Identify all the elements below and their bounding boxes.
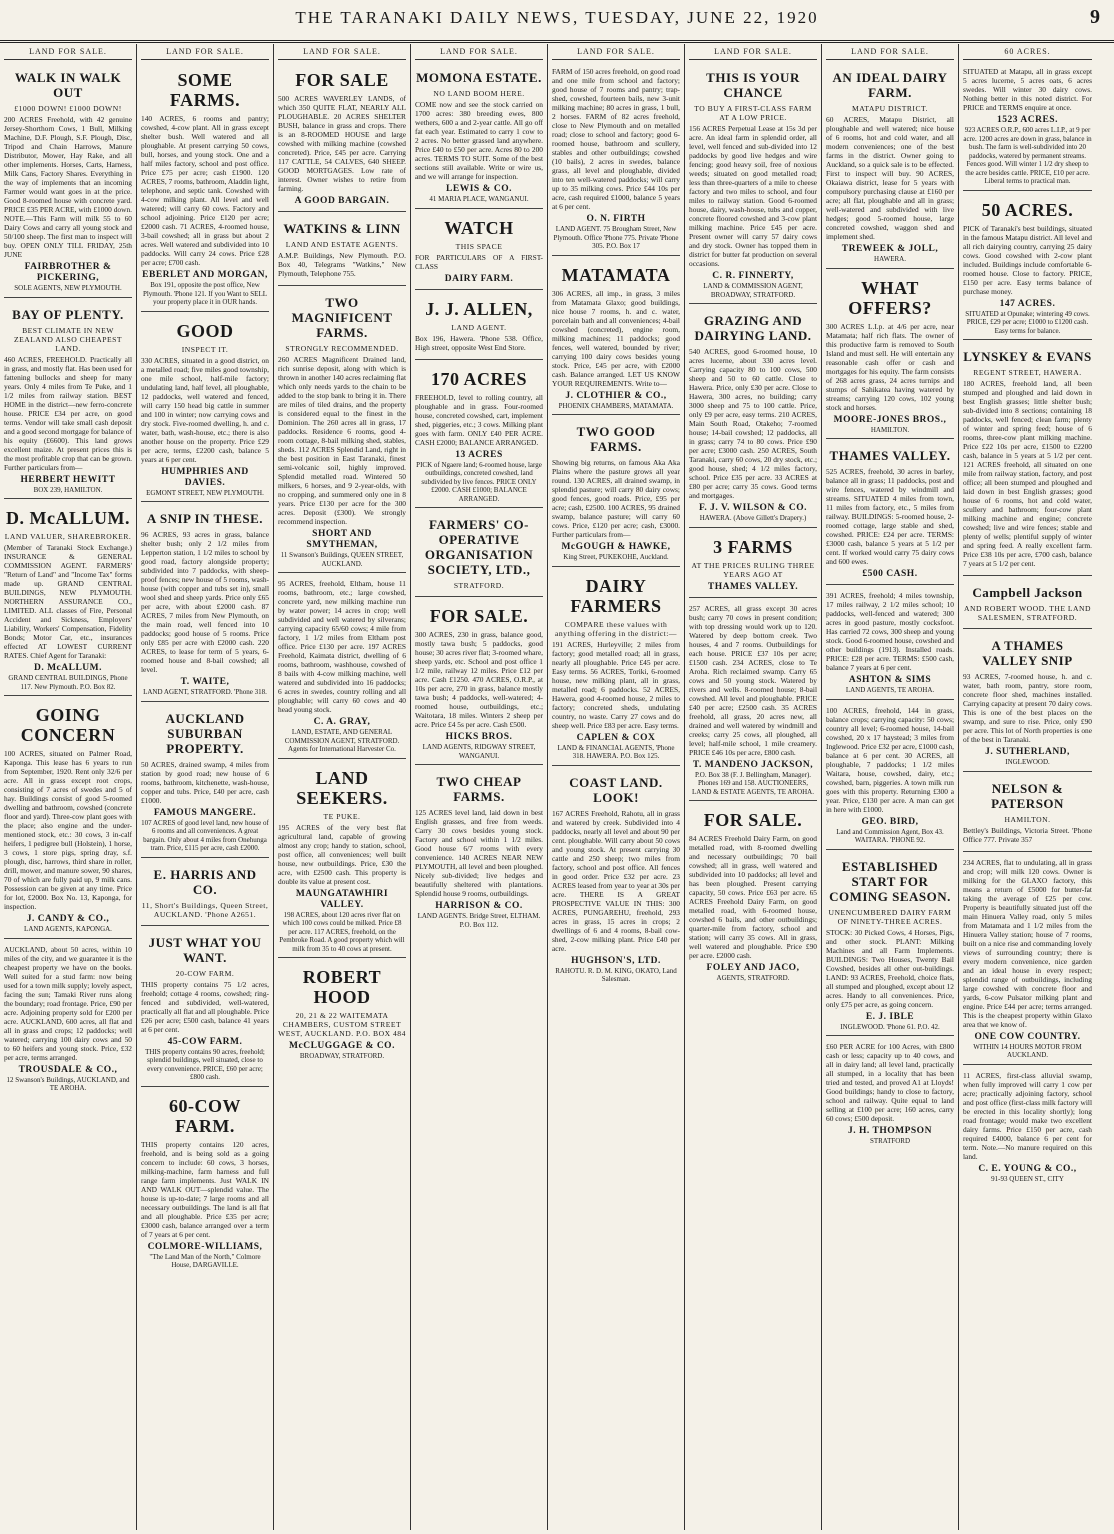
ad-agent-address: GRAND CENTRAL BUILDINGS, Phone 117. New Plymouth. P.O. Box 82.: [8, 674, 128, 691]
ad-agent-name: T. WAITE,: [180, 677, 230, 687]
advertisement: [826, 588, 954, 700]
ad-agent-address: 923 ACRES O.R.P., 600 acres L.I.P., at 9 per acre. 1200 acres are down in grass, balance in bush. The farm is well-subdivided into 20 paddocks, watered by permanent streams. Fences good. Will winter 1 1/2 dry sheep to the acre besides cattle. PRICE, £10 per acre. Liberal terms to practical man.: [963, 126, 1092, 185]
advertisement: [826, 442, 954, 585]
column-header: LAND FOR SALE.: [415, 44, 543, 60]
advertisement: [278, 576, 406, 759]
ad-agent-address: LAND AGENTS. Bridge Street, ELTHAM. P.O. Box 112.: [417, 912, 541, 929]
advertisement: [141, 705, 269, 858]
ad-body: 257 ACRES, all grass except 30 acres bush; carry 70 cows in present condition; with top dressing would work up to 120. Watered by deep bottom creek. Two houses, 4 and 7 rooms. Outbuildings for each house. PRICE £37 10s per acre; £1500 cash. 234 ACRES, close to Te Aroha. Rich reclaimed swamp. Carry 65 cows and 50 young stock. Watered by rivers and wells. 8-roomed house; 8-bail cowshed. All level and ploughable. PRICE £40 per acre; £2500 cash. 35 ACRES freehold, all grass, 20 acres new, all drained and well watered by windmill and creeks; carry 25 cows, all ploughed, all level; half-mile school, 1 mile creamery. PRICE £46 10s per acre, £800 cash.: [689, 603, 817, 757]
ad-subheading: 20, 21 & 22 WAITEMATA CHAMBERS, CUSTOM STREET WEST, AUCKLAND. P.O. BOX 484: [278, 1011, 406, 1038]
ad-heading: FARMERS' CO-OPERATIVE ORGANISATION SOCIETY, LTD.,: [424, 517, 534, 577]
ad-body: 140 ACRES, 6 rooms and pantry; cowshed, 4-cow plant. All in grass except shelter bush. Well watered and all ploughable. At present carrying 50 cows, bull, horses, and young stock. One and a half miles factory, school and post office. Price £75 per acre; cash £1900. 120 ACRES, 7 rooms, bathroom, Aladdin light, telephone, and septic tank. Cowshed with 4-cow milking plant. All level and well watered; will carry 60 cows. Factory and school adjoining. Price £120 per acre; £2000 cash. 71 ACRES, 4-roomed house, 3-bail cowshed; all in grass but about 2 acres. Well watered and subdivided into 10 paddocks. Will carry 24 cows. Price £28 per acre; £700 cash.: [141, 114, 269, 267]
ad-agent-name: O. N. FIRTH: [586, 214, 646, 224]
advertisement: [4, 502, 132, 696]
advertisement: [689, 64, 817, 304]
ad-body: Bettley's Buildings, Victoria Street. 'Phone Office 777. Private 357: [963, 825, 1092, 844]
ad-heading: Campbell Jackson: [972, 585, 1083, 600]
advertisement: [141, 861, 269, 926]
advertisement: [963, 855, 1092, 1065]
ad-agent-name: 1523 ACRES.: [997, 115, 1058, 125]
advertisement: [552, 64, 680, 256]
ad-body: 234 ACRES, flat to undulating, all in grass and crop; will milk 120 cows. Owner is milking for the GLAXO factory, this means a return of £5000 for butter-fat taking the average of £25 per cow. Property is beautifully situated just off the main Hinuera Valley road, only 5 miles from Matamata and 1 1/2 miles from the Hinuera Valley station; house of 7 rooms, built on a nice rise and commanding lovely views of surrounding country; there is every modern convenience, nice garden and an ideal house in every respect; splendid range of outbuildings, including large cowshed with concrete floor and yards, 6-cow Pulsator milking plant and engine. Price £44 per acre; terms arranged. This is the cheapest property within Glaxo area that we know of.: [963, 857, 1092, 1029]
ad-agent-name: TROUSDALE & CO.,: [18, 1064, 118, 1075]
advertisement: [415, 600, 543, 765]
column-header: LAND FOR SALE.: [278, 44, 406, 60]
masthead: [0, 0, 1114, 43]
ad-agent-address: INGLEWOOD.: [1005, 758, 1050, 766]
advertisement: [552, 259, 680, 416]
ad-heading: D. McALLUM.: [6, 508, 130, 528]
ad-agent-name: SHORT AND SMYTHEMAN,: [306, 529, 378, 550]
ad-agent-name: £500 CASH.: [862, 569, 918, 579]
ad-agent-address: 41 MARIA PLACE, WANGANUI.: [429, 195, 529, 203]
ad-agent-name: A GOOD BARGAIN.: [294, 196, 390, 206]
ad-agent-name: T. MANDENO JACKSON,: [692, 759, 814, 770]
ad-heading: BAY OF PLENTY.: [12, 306, 124, 322]
ad-body: 100 ACRES, situated on Palmer Road, Kaponga. This lease has 6 years to run from September, 1920. Rent only 32/6 per acre. All in grass except root crops, consisting of 7 acres of swedes and 5 of hay. Buildings consist of good 5-roomed dwelling and bathroom, cowshed (concrete floor and yard). Three-cow plant goes with the place; also engine and the under-mentioned stock, etc.: 30 cows, 3 in-calf heifers, 1 pedigree bull (Holstein), 1 horse, 3 cows, 1 store pigs, spring dray, s.f. plough, disc, harrows, third share in roller, drill, mower, and manure sower, 90 shares, 70 of which are fully paid up, 9 milk cans. Possession can be given at any time. Price for lot, £2000. Box No. 13, Kaponga, for inspection.: [4, 749, 132, 911]
ad-heading: WHAT OFFERS?: [848, 277, 932, 318]
ad-agent-name: FAMOUS MANGERE.: [153, 807, 257, 818]
ad-heading: AN IDEAL DAIRY FARM.: [832, 70, 948, 100]
column-header: 60 ACRES.: [963, 44, 1092, 60]
ad-subheading: STRATFORD.: [453, 581, 505, 590]
ad-heading: TWO CHEAP FARMS.: [436, 774, 522, 804]
advertisement: [278, 215, 406, 286]
advertisement: [415, 64, 543, 209]
advertisement: [141, 1090, 269, 1274]
ad-body: 200 ACRES Freehold, with 42 genuine Jersey-Shorthorn Cows, 1 Bull, Milking Machine, D.F. Plough, S.F. Plough, Disc, Tripod and Chain Harrows, Manure Distributor, Mower, Hay Rake, and all other implements. Horses, Carts, Harness, Milk Cans, Factory Shares. Everything in the way of implements that an incoming Farmer would want goes in at the price. Good 8-roomed house with concrete yard. PRICE £35 PER ACRE, with £1000 down. NOTE.—This Farm will milk 55 to 60 Dairy Cows and carry all young stock and 50/100 sheep. The first man to inspect will buy. OPEN ONLY TILL FRIDAY, 25th JUNE: [4, 115, 132, 259]
ad-agent-address: 107 ACRES of good level land, new house of 6 rooms and all conveniences. A great bargain. Only about 4 miles from Onehunga tram. Price, £115 per acre, cash £2000.: [141, 818, 269, 852]
advertisement: [141, 929, 269, 1087]
ad-agent-name: C. R. FINNERTY,: [712, 271, 794, 281]
ad-agent-address: Box 191, opposite the post office, New Plymouth. 'Phone 121. If you Want to SELL your property place it in OUR hands.: [142, 281, 268, 306]
ad-subheading: REGENT STREET, HAWERA.: [973, 368, 1082, 377]
ad-heading: GOING CONCERN: [20, 705, 116, 745]
ad-agent-address: BOX 239, HAMILTON.: [33, 485, 103, 494]
ad-body: 540 ACRES, good 6-roomed house, 10 acres lucerne, about 330 acres level. Carrying capacity 80 to 100 cows, 500 sheep and 50 to 60 cattle. Close to Hawera. Price, only £30 per acre. Close to Hawera, 300 acres, no building; carry 3000 sheep and 75 to 100 cattle. Price, only £9 per acre, easy terms. 210 ACRES, Main South Road, Otakeho; 7-roomed house; 14-bail cowshed; 12 paddocks, all in grass; carry 74 to 80 cows. Price £90 per acre; £3000 cash. 250 ACRES, South Taranaki, carry 60 cows, 20 dry stock, etc.; good house, shed; 4 1/2 miles factory, school. Price £35 per acre. 33 ACRES at £80 per acre; carry 35 cows. Good terms and mortgages.: [689, 347, 817, 500]
ad-heading: MOMONA ESTATE.: [416, 70, 542, 85]
ad-body: THIS property contains 120 acres, freehold, and is being sold as a going concern to include: 60 cows, 3 horses, milking-machine, farm harness and full range farm implements. Just WALK IN AND WALK OUT—splendid value. The house is up-to-date; 7 large rooms and all necessary outbuildings. The land is all flat and all ploughable. Price £35 per acre; £3000 cash, balance arranged over a term of 7 years at 6 per cent.: [141, 1139, 269, 1239]
ad-subheading: £1000 DOWN! £1000 DOWN!: [14, 104, 122, 113]
ad-heading: GRAZING AND DAIRYING LAND.: [694, 313, 812, 343]
ad-agent-name: FAIRBROTHER & PICKERING,: [24, 262, 112, 283]
ad-agent-address: WITHIN 14 HOURS MOTOR FROM AUCKLAND.: [973, 1042, 1082, 1059]
ad-agent-name: MOORE-JONES BROS.,: [833, 414, 947, 425]
ad-body: 11 ACRES, first-class alluvial swamp, when fully improved will carry 1 cow per acre; practically adjoining factory, school and post office (first-class milk factory will be erected in this locality shortly); long road frontage; would make two excellent dairy farms. Price £150 per acre, cash required £4000, balance 6 per cent for term. Note.—No manure required on this land.: [963, 1070, 1092, 1161]
column-8: [959, 44, 1096, 1530]
ad-subheading: THIS SPACE: [455, 241, 503, 251]
ad-body: 525 ACRES, freehold, 30 acres in barley, balance all in grass; 11 paddocks, post and wire fences, watered by windmill and streams. SITUATED 4 miles from town, 11 miles from factory, etc., 5 miles from railway. BUILDINGS: 5-roomed house, 2-roomed cottage, large stable and shed, cowshed. PRICE: £24 per acre. TERMS: £3000 cash, balance 5 years at 5 1/2 per cent. If worked would carry 75 dairy cows and 600 ewes.: [826, 467, 954, 566]
ad-agent-address: Land and Commission Agent, Box 43. WAITARA. 'PHONE 92.: [836, 827, 944, 844]
ad-body: (Member of Taranaki Stock Exchange.) INSURANCE & GENERAL COMMISSION AGENT. FARMERS' "Return of Land" and "Income Tax" forms made up. GRAND CENTRAL BUILDINGS, NEW PLYMOUTH. NORTHERN ASSURANCE CO., LIMITED. ALL classes of Fire, Personal Accident and Sickness, Employers' Liability, Workers' Compensation, Fidelity Bonds; Motor Car, etc., insurances effected AT LOWEST CURRENT RATES. Chief Agent for Taranaki:: [4, 543, 132, 660]
ad-heading: TWO MAGNIFICENT FARMS.: [291, 295, 393, 340]
advertisement: [278, 762, 406, 959]
ad-subheading: INSPECT IT.: [181, 344, 229, 354]
ad-agent-name: D. McALLUM.: [33, 663, 103, 673]
ad-agent-address: AGENTS, STRATFORD.: [716, 974, 790, 982]
advertisement: [826, 64, 954, 269]
ad-heading: LAND SEEKERS.: [296, 767, 388, 808]
ad-body: AUCKLAND, about 50 acres, within 10 miles of the city, and we guarantee it is the cheapest property we have on the books. Well suited for a stud farm: now being used for a town milk supply; lovely aspect, facing the sun; Tamaki River runs along the boundary; road frontage. Price, £90 per acre. Adjoining property sold for £200 per acre. AUCKLAND, 600 acres, all flat and all in grass and crops; 12 paddocks; well watered; carrying 100 dairy cows and 50 to 60 heifers and young stock. Price, £32 per acre, terms arranged.: [4, 944, 132, 1062]
advertisement: [552, 769, 680, 988]
ad-body: 500 ACRES WAVERLEY LANDS, of which 350 QUITE FLAT, NEARLY ALL PLOUGHABLE. 20 ACRES SHELTER BUSH, balance in grass and crops. There is an 8-ROOMED HOUSE and large cowshed with milking machine (cowshed concreted). Price, £45 per acre. Carrying 117 CATTLE, 54 CALVES, 640 SHEEP. GOOD MORTGAGES. Low rate of interest. Owner wishes to retire from farming.: [278, 94, 406, 193]
advertisement: [552, 418, 680, 567]
ad-agent-address: LAND & FINANCIAL AGENTS, 'Phone 318. HAWERA. P.O. Box 125.: [557, 743, 675, 760]
column-2: [137, 44, 274, 1530]
ad-body: PICK of Taranaki's best buildings, situated in the famous Matapu district. All level and all rich dairying country, carrying 25 dairy cows. Good cowshed with 2-cow plant included. Buildings include comfortable 6-roomed house. Close to factory. PRICE, £150 per acre. Easy terms balance of purchase money.: [963, 223, 1092, 296]
ad-heading: THAMES VALLEY.: [829, 448, 951, 463]
ad-agent-address: LAND AGENTS, KAPONGA.: [24, 925, 112, 933]
ad-heading: WATCH: [444, 217, 514, 238]
ad-heading: TWO GOOD FARMS.: [576, 424, 656, 454]
advertisement: [963, 579, 1092, 629]
ad-body: 306 ACRES, all imp., in grass, 3 miles from Matamata Glaxo; good buildings, nice house 7 rooms, h. and c. water, porcelain bath and all conveniences; 4-bail cowshed (concreted), engine room, milking machines; 11 paddocks; good fences, well watered, bounded by river; carrying 100 dairy cows besides young stock. Price, £45 per acre, with £2000 cash. Balance arranged. LET US KNOW YOUR REQUIREMENTS. Write to—: [552, 288, 680, 388]
ad-agent-name: LEWIS & CO.: [446, 184, 512, 194]
ad-heading: A THAMES VALLEY SNIP: [982, 638, 1073, 668]
ad-agent-name: F. J. V. WILSON & CO.: [698, 503, 808, 513]
ad-body: 391 ACRES, freehold; 4 miles township, 17 miles railway, 2 1/2 miles school; 10 paddocks, well-fenced and watered; 300 acres in good pasture, mostly cocksfoot. Has carried 72 cows, 300 sheep and young stock. Good 6-roomed house, cowshed and other buildings (1913). Installed roads. PRICE: £28 per acre. TERMS: £500 cash, balance 7 years at 6 per cent.: [826, 591, 954, 672]
ad-body: SITUATED at Matapu, all in grass except 5 acres lucerne, 5 acres oats, 6 acres swedes. Will winter 30 dairy cows. Nothing better in this noted district. For PRICE and TERMS enquire at once.: [963, 67, 1092, 112]
ad-heading: FOR SALE: [295, 70, 389, 90]
ad-body: 156 ACRES Perpetual Lease at 15s 3d per acre. An ideal farm in splendid order, all level, well fenced and sub-divided into 12 paddocks by good live hedges and wire fencing; good heavy soil, free of noxious weeds; situated on good metalled road; less than three-quarters of a mile to cheese factory and two miles to school, and four miles to railway station. Good 6-roomed house, dairy, wash-house, tubs and copper, concrete floored cowshed and 3-cow plant milking machine. Price £45 per acre. Present owner will carry 57 dairy cows and dry stock. Owner has topped them in district for butter fat production on several occasions.: [689, 124, 817, 268]
advertisement: [141, 315, 269, 503]
ad-subheading: 11, Short's Buildings, Queen Street, AUCKLAND. 'Phone A2651.: [141, 900, 269, 919]
ad-agent-name: McCLUGGAGE & CO.: [289, 1041, 395, 1051]
ad-heading: MATAMATA: [561, 264, 671, 285]
ad-agent-address: "The Land Man of the North," Colmore House, DARGAVILLE.: [149, 1252, 261, 1269]
ad-agent-address: 198 ACRES, about 120 acres river flat on which 100 cows could be milked. Price £8 per acre. 117 ACRES, freehold, on the Pembroke Road. A good property which will milk from 35 to 40 cows at present.: [279, 910, 405, 953]
advertisement: [826, 703, 954, 850]
ad-body: 100 ACRES, freehold, 144 in grass, balance crops; carrying capacity: 50 cows; country all level; 6-roomed house, 14-bail cowshed, 20 x 17 haystead; 3 miles from Inglewood. Price £32 per acre, £1000 cash, balance at 6 per cent. 30 ACRES, all ploughable, 7 paddocks; 1 1/2 miles Waitara, house, cowshed, dairy, etc.; cowshed, barn, piggeries. A town milk run goes with this property. Returning £300 a year. Price, £130 per acre. A man can get in here with £1000.: [826, 705, 954, 814]
ad-agent-name: HICKS BROS.: [445, 732, 513, 742]
ad-subheading: AT THE PRICES RULING THREE YEARS AGO AT: [691, 560, 815, 579]
ad-body: 95 ACRES, freehold, Eltham, house 11 rooms, bathroom, etc.; large cowshed, concrete yard, new milking machine run by water power; 14 acres in crop; well subdivided and well watered by silverans; carrying capacity 65/60 cows; 4 mile from factory, 1 1/2 miles from Eltham post office. Price £130 per acre. 197 ACRES Freehold, Kaimata district, dwelling of 6 rooms, bathroom, washhouse, cowshed of 8 bails with 4-cow milking machine, well watered and subdivided into 16 paddocks; 6 acres in swedes, country rolling and all ploughable; will carry 60 cows and 40 head young stock.: [278, 579, 406, 714]
ad-agent-name: DAIRY FARM.: [444, 273, 514, 284]
ad-agent-name: J. SUTHERLAND,: [985, 747, 1070, 757]
ad-agent-address: LAND AGENT, STRATFORD. 'Phone 318.: [143, 688, 267, 696]
ad-body: COME now and see the stock carried on 1700 acres: 380 breeding ewes, 800 wethers, 600 a and 2-year cattle. All go off fat each year. Estimated to carry 1 cow to 2 acres. No better grassed land anywhere. Price £40 to £50 per acre. Acres 80 to 200 acres. TERMS TO SUIT. Some of the best sections still available. Write or wire us, and we will arrange for inspection.: [415, 100, 543, 181]
advertisement: [963, 1068, 1092, 1188]
ad-body: 60 ACRES, Matapu District, all ploughable and well watered; nice house of 6 rooms, hot and cold water, and all modern conveniences; one of the best farms in the district. Owner going to Auckland, so a quick sale is to be effected. First to inspect will buy. 90 ACRES, Okaiawa district, lease for 5 years with compulsory purchasing clause at £160 per acre; all flat, ploughable and all in grass; well-watered and subdivided with live hedges; good 5-roomed house, large concreted cowshed, waggon shed and implement shed.: [826, 115, 954, 241]
ad-agent-address: LAND AGENTS, TE AROHA.: [845, 686, 935, 694]
ad-agent-name: ONE COW COUNTRY.: [974, 1031, 1081, 1042]
ad-body: FOR PARTICULARS OF A FIRST-CLASS: [415, 252, 543, 271]
ad-agent-address: King Street, PUKEKOHE, Auckland.: [563, 553, 669, 561]
ad-heading: ESTABLISHED START FOR COMING SEASON.: [829, 858, 951, 904]
ad-body: 330 ACRES, situated in a good district, on a metalled road; five miles good township, one mile school, half-mile factory; undulating land, half level, all ploughable, 12 paddocks, well watered and fenced, will carry 150 head big cattle in summer and 100 in winter; now carrying cows and dry stock. Five-roomed dwelling, h. and c. water, bath, wash-house, etc.; there is also another house on the property. Price £29 per acre, terms, £2200 cash, balance 5 years at 6 per cent.: [141, 355, 269, 464]
ad-agent-name: HARRISON & CO.: [435, 901, 523, 911]
advertisement: [963, 343, 1092, 576]
ad-subheading: LAND VALUER, SHAREBROKER.: [4, 532, 132, 541]
column-5: [548, 44, 685, 1530]
ad-body: 50 ACRES, drained swamp, 4 miles from station by good road; new house of 6 rooms, bathroom, kitchenette, wash-house, copper and tubs. Price, £40 per acre, cash £1000.: [141, 759, 269, 805]
ad-body: 300 ACRES, 230 in grass, balance good, mostly tawa bush; 5 paddocks, good house; 30 acres river flat; 3-roomed whare, sheep yards, etc. School and post office 1 1/2 mile, railway 12 miles. Price £12 per acre. Cash £1250. 470 ACRES, O.R.P., at 10s per acre, 270 in grass, balance mostly tawa bush; 4 paddocks, well-watered; 4-roomed house, outbuildings, etc.; Waitotara, 18 miles. Winters 2 sheep per acre. Price £4 5s per acre. Cash £500.: [415, 630, 543, 729]
ad-heading: NELSON & PATERSON: [991, 780, 1064, 811]
ad-heading: AUCKLAND SUBURBAN PROPERTY.: [165, 710, 245, 756]
ad-subheading: BEST CLIMATE IN NEW ZEALAND ALSO CHEAPEST LAND.: [14, 325, 122, 353]
advertisement: [278, 64, 406, 212]
advertisement: [278, 289, 406, 573]
ad-body: 125 ACRES level land, laid down in best English grasses, and free from weeds. Carry 30 cows besides young stock. Factory and school within 1 1/2 miles. Good house 6/7 rooms with every convenience. 140 ACRES NEAR NEW PLYMOUTH, all level and been ploughed. Nicely sub-divided; live hedges and beautifully sheltered with plantations. Splendid house 9 rooms, outbuildings.: [415, 808, 543, 898]
advertisement: [689, 531, 817, 598]
ad-agent-name: TREWEEK & JOLL,: [841, 244, 939, 254]
ad-heading: A SNIP IN THESE.: [146, 511, 264, 526]
advertisement: [963, 775, 1092, 852]
ad-agent-name: MAUNGATAWHIRI VALLEY.: [295, 888, 389, 910]
ad-agent-address: PHOENIX CHAMBERS, MATAMATA.: [558, 401, 674, 410]
advertisement: [415, 212, 543, 290]
ad-agent-address: HAWERA. (Above Gillett's Drapery.): [699, 514, 807, 522]
ad-heading: 60-COW FARM.: [169, 1095, 241, 1136]
ad-agent-address: P.O. Box 38 (F. J. Bellingham, Manager). Phones 169 and 158. AUCTIONEERS, LAND & ESTATE AGENTS, TE AROHA.: [691, 770, 814, 796]
ad-body: 260 ACRES Magnificent Drained land, rich sunrise deposit, along with which is thrown in another 140 acres reclaiming flat which only needs yards to the chain to be added to the stop bank to bring it in. There are miles of tiled drains, and the property is considered equal to the finest in the Dominion. The 260 acres all in grass, 17 paddocks. Residence 6 rooms, good 4-room cottage, 8-bail milking shed, stables, sheds. 112 ACRES Splendid Land, right in the best position in East Taranaki, finest semi-volcanic soil, highly improved. Splendid metalled road. Wintered 50 milkers, 6 horses, and 9 2-year-olds, with no cropping, and summered only one in 8 years. Price £130 per acre for the 300 acres. Deposit (£300). We strongly recommend inspection.: [278, 355, 406, 526]
column-6: [685, 44, 822, 1530]
ad-heading: WATKINS & LINN: [283, 221, 401, 236]
ad-agent-name: C. E. YOUNG & CO.,: [978, 1163, 1077, 1174]
ad-agent-name: HERBERT HEWITT: [20, 474, 116, 485]
ad-heading: FOR SALE.: [703, 810, 803, 830]
ad-body: 300 ACRES L.I.p. at 4/6 per acre, near Matamata; half rich flats. The owner of this productive farm is removed to South Island and must sell. He will entertain any reasonable cash offer or cash and mortgages for his equity. The farm consists of 268 acres grass, 24 acres turnips and stumps of Sahikatea having watered by streams; carrying 120 cows, 102 young stock and horses.: [826, 321, 954, 412]
ad-agent-name: J. CLOTHIER & CO.,: [565, 390, 667, 401]
ad-subheading: TE PUKE.: [323, 811, 361, 821]
ad-heading: 3 FARMS: [713, 536, 793, 557]
ad-subheading: STRONGLY RECOMMENDED.: [285, 344, 399, 353]
advertisement: [552, 570, 680, 766]
ad-agent-address: SITUATED at Opunake; wintering 49 cows. PRICE, £29 per acre; £1000 to £1200 cash. Easy terms for balance.: [965, 309, 1090, 335]
ad-subheading: COMPARE these values with anything offering in the district:—: [555, 619, 677, 638]
advertisement: [4, 942, 132, 1097]
ad-heading: FOR SALE.: [429, 606, 529, 626]
advertisement: [689, 307, 817, 528]
column-header: LAND FOR SALE.: [552, 44, 680, 60]
ad-agent-name: HUMPHRIES AND DAVIES.: [161, 466, 249, 488]
ad-body: A.M.P. Buildings, New Plymouth. P.O. Box 40, Telegrams "Watkins," New Plymouth, Telephone 755.: [278, 251, 406, 278]
ad-body: Showing big returns, on famous Aka Aka Plains where the pasture grows all year round. 130 ACRES, all drained swamp, in splendid pasture; will carry 80 dairy cows; good fences, good roads. Price, £95 per acre; cash, £2500. 100 ACRES, 95 drained swamp, balance pasture; will carry 60 cows. Price, £120 per acre; cash, £3000. Further particulars from—: [552, 458, 680, 539]
ad-subheading: 20-COW FARM.: [175, 968, 235, 978]
ad-heading: 170 ACRES: [430, 368, 528, 389]
ad-agent-name: THAMES VALLEY.: [707, 581, 799, 592]
ad-agent-name: HUGHSON'S, LTD.: [571, 955, 661, 966]
ad-body: Box 196, Hawera. 'Phone 538. Office, High street, opposite West End Store.: [415, 333, 543, 352]
ad-agent-name: FOLEY AND JACO,: [706, 963, 800, 973]
ad-agent-address: 11 Swanson's Buildings, QUEEN STREET, AUCKLAND.: [280, 551, 404, 568]
ad-agent-address: SOLE AGENTS, NEW PLYMOUTH.: [14, 284, 122, 292]
ad-agent-name: 45-COW FARM.: [167, 1036, 243, 1047]
ad-body: FREEHOLD, level to rolling country, all ploughable and in grass. Four-roomed house, concreted cowshed, cart, implement shed, piggeries, etc.; 3 cows. Milking plant goes with farm. ONLY £40 PER ACRE. CASH £2000; BALANCE ARRANGED.: [415, 392, 543, 447]
ad-heading: E. HARRIS AND CO.: [153, 866, 257, 897]
ad-heading: THIS IS YOUR CHANCE: [706, 70, 800, 100]
ad-body: 93 ACRES, 7-roomed house, h. and c. water, bath room, pantry, store room, concrete floor shed, machines installed. Carrying capacity at present 70 dairy cows. This is one of the best places on the swamp, and sure to rise. Price, only £90 per acre. This lot of North properties is one of the best in Taranaki.: [963, 672, 1092, 744]
ad-agent-name: 13 ACRES: [455, 449, 503, 460]
ad-agent-address: PICK of Ngaere land; 6-roomed house, large outbuildings, concreted cowshed, land subdivided by live fences. PRICE ONLY £2000. CASH £1000; BALANCE ARRANGED.: [416, 460, 542, 503]
ad-agent-name: E. J. IBLE: [865, 1011, 915, 1022]
ad-heading: LYNSKEY & EVANS: [963, 349, 1092, 364]
ad-agent-name: J. H. THOMPSON: [848, 1126, 932, 1136]
ad-agent-address: THIS property contains 90 acres, freehold; splendid buildings, well situated, close to every convenience. PRICE, £60 per acre; £800 cash.: [145, 1047, 265, 1081]
ad-heading: 50 ACRES.: [981, 199, 1074, 220]
ad-agent-name: EBERLET AND MORGAN,: [142, 270, 268, 280]
ad-heading: WALK IN WALK OUT: [14, 70, 122, 100]
column-header: LAND FOR SALE.: [141, 44, 269, 60]
advertisement: [415, 293, 543, 360]
advertisement: [826, 853, 954, 1037]
ad-agent-name: 147 ACRES.: [999, 298, 1056, 309]
ad-subheading: HAMILTON.: [1004, 814, 1051, 824]
column-7: [822, 44, 959, 1530]
column-header: LAND FOR SALE.: [689, 44, 817, 60]
column-header: LAND FOR SALE.: [4, 44, 132, 60]
ad-subheading: AND ROBERT WOOD. THE LAND SALESMEN, STRATFORD.: [963, 604, 1091, 622]
advertisement: [415, 768, 543, 933]
advertisement: [826, 1039, 954, 1150]
ad-body: STOCK: 30 Picked Cows, 4 Horses, Pigs, and other stock. PLANT: Milking Machines and all Farm Implements. BUILDINGS: Two Houses, Twenty Bail Cowshed, besides all other out-buildings. LAND: 93 ACRES, Freehold, choice flats, all stumped and ploughed, except about 12 acres. Handy to all conveniences. Price, only £75 per acre, as going concern.: [826, 927, 954, 1009]
ad-agent-address: RAHOTU. R. D. M. KING, OKATO, Land Salesman.: [555, 966, 677, 983]
columns-container: [0, 44, 1114, 1530]
advertisement: [963, 632, 1092, 772]
ad-subheading: UNENCUMBERED DAIRY FARM OF NINETY-THREE ACRES.: [828, 907, 952, 926]
advertisement: [689, 804, 817, 987]
column-header: LAND FOR SALE.: [826, 44, 954, 60]
advertisement: [415, 363, 543, 509]
ad-heading: DAIRY FARMERS: [570, 575, 662, 616]
ad-body: 460 ACRES, FREEHOLD. Practically all in grass, and mostly flat. Has been used for fattening bullocks and sheep for many years. Only 4 miles from Te Puke, and 1 1/2 miles from railway station. BEST HOME in the district—new ferro-concrete house. PRICE £34 per acre, on good terms. Vendor will take small cash deposit and a good second mortgage for balance of his equity (£6600). This land grows excellent maize. At present prices this is the most profitable crop that can be grown. Further particulars from—: [4, 354, 132, 472]
ad-agent-name: J. CANDY & CO.,: [26, 914, 110, 924]
ad-agent-name: C. A. GRAY,: [313, 717, 371, 727]
ad-heading: GOOD: [176, 320, 234, 341]
advertisement: [141, 64, 269, 312]
ad-agent-address: HAWERA.: [874, 255, 906, 263]
ad-body: £60 PER ACRE for 100 Acres, with £800 cash or less; capacity up to 40 cows, and all in dairy land; all level land, practically all stumped, in a locality that has been tried and tested, and proved A1 at Lloyds! Good buildings; handy to close to factory, school and railway. Quite equal to land selling at £100 per acre; 160 acres, carry 60 cows; £500 deposit.: [826, 1042, 954, 1123]
ad-agent-address: HAMILTON.: [870, 425, 910, 434]
advertisement: [415, 511, 543, 597]
newspaper-title: THE TARANAKI DAILY NEWS, TUESDAY, JUNE 22, 1920: [295, 8, 819, 27]
ad-agent-address: LAND & COMMISSION AGENT, BROADWAY, STRATFORD.: [703, 282, 803, 299]
advertisement: [4, 301, 132, 500]
ad-agent-address: BROADWAY, STRATFORD.: [299, 1052, 385, 1060]
ad-body: 191 ACRES, Hurleyville; 2 miles from factory; good metalled road; all in grass, nearly all ploughable. Price £45 per acre. Easy terms. 56 ACRES, Toriki, 6-roomed house, new milking plant, all in grass, metalled road; 6 paddocks. 52 ACRES, Hawera, good 4-roomed house, 2 miles to factory; concreted sheds, undulating country, no waste. Carry 27 cows and do sheep well. Price £83 per acre. Easy terms.: [552, 639, 680, 730]
ad-agent-address: LAND AGENTS, RIDGWAY STREET, WANGANUI.: [422, 743, 536, 760]
ad-body: 167 ACRES Freehold, Rahotu, all in grass and watered by creek. Subdivided into 4 paddocks, nearly all level and about 90 per cent. ploughable. Will carry about 50 cows and young stock. At present carrying 30 cattle and 250 sheep; two miles from factory, school and post office. All fences in good order. Price £32 per acre. 23 ACRES leased from year to year at 30s per acre. THERE IS A GREAT PROSPECTIVE VALUE IN THIS: 300 ACRES, PUNGAREHU, freehold, 293 acres in grass, 15 acres in crops; 2 dwellings of 6 and 4 rooms, 8-bail cow-shed, 2-cow milking plant. Price £40 per acre.: [552, 808, 680, 953]
ad-agent-name: McGOUGH & HAWKE,: [561, 542, 671, 552]
advertisement: [278, 961, 406, 1065]
column-3: [274, 44, 411, 1530]
ad-agent-address: INGLEWOOD. 'Phone 61. P.O. 42.: [840, 1022, 940, 1031]
ad-agent-address: LAND AGENT. 75 Brougham Street, New Plymouth. Office 'Phone 775. Private 'Phone 305. P.O. Box 17: [553, 225, 679, 250]
column-1: [0, 44, 137, 1530]
ad-body: 195 ACRES of the very best flat agricultural land, capable of growing almost any crop; handy to station, school, post office, all conveniences; well built house, new outbuildings. Price, £30 the acre, with £2500 cash. This property is double its value at present cost.: [278, 822, 406, 886]
ad-subheading: NO LAND BOOM HERE.: [433, 89, 525, 98]
page-number: 9: [1090, 6, 1100, 28]
column-4: [411, 44, 548, 1530]
ad-heading: ROBERT HOOD: [302, 967, 382, 1007]
ad-subheading: LAND AGENT.: [451, 322, 507, 332]
ad-agent-address: LAND, ESTATE, AND GENERAL COMMISSION AGENT, STRATFORD. Agents for International Harvester Co.: [284, 728, 400, 753]
ad-agent-address: EGMONT STREET, NEW PLYMOUTH.: [146, 488, 264, 497]
ad-agent-name: GEO. BIRD,: [861, 816, 919, 827]
advertisement: [826, 272, 954, 440]
ad-heading: COAST LAND. LOOK!: [569, 774, 663, 805]
advertisement: [963, 64, 1092, 191]
ad-agent-address: 12 Swanson's Buildings, AUCKLAND, and TE AROHA.: [6, 1075, 130, 1092]
ad-subheading: MATAPU DISTRICT.: [851, 104, 929, 113]
ad-agent-name: COLMORE-WILLIAMS,: [147, 1241, 263, 1252]
ad-agent-name: ASHTON & SIMS: [848, 675, 932, 685]
ad-subheading: LAND AND ESTATE AGENTS.: [285, 240, 399, 249]
ad-body: FARM of 150 acres freehold, on good road and one mile from school and factory; good house of 7 rooms and pantry; trap-shed, cowshed, fourteen bails, new 3-unit milking machine; 80 acres in grass, 1 bull, 2 horses. FARM of 82 acres freehold, close to New Plymouth and on metalled road; close to school and factory; good 6-roomed house, bathroom and scullery, stables and other outbuildings; cowshed (10 bails), 2 acres in swedes, balance grass, all level and ploughable, divided into ten well-watered paddocks; will carry up to 35 milking cows. Price £44 10s per acre, cash required £1000, balance 5 years at 6 per cent.: [552, 67, 680, 211]
ad-body: 84 ACRES Freehold Dairy Farm, on good metalled road, with 8-roomed dwelling and necessary outbuildings; 70 bail cowshed; all in grass, well watered and subdivided into 10 paddocks; all level and has been ploughed. Present carrying capacity, 50 cows. Price £63 per acre. 65 ACRES Freehold Dairy Farm, on good metalled road, with 6-roomed house, cowshed 6 bails, and other outbuildings; quarter-mile from factory, school and station; will carry 35 cows. All in grass, well watered and ploughable. Price £90 per acre. £2000 cash.: [689, 834, 817, 960]
ad-body: 96 ACRES, 93 acres in grass, balance shelter bush; only 2 1/2 miles from Lepperton station, 1 1/2 miles to school by good road, factory alongside property; subdivided into 7 paddocks, with sheep-proof fences; new house of 5 rooms, wash-house (with copper and tubs set in), small wool shed and sheep yards. Price only £65 per acre, with about £2000 cash. 87 ACRES, 7 miles from New Plymouth, on the main road, well fenced into 10 paddocks; good house of 5 rooms. Price only £85 per acre with £2000 cash. 220 ACRES, to lease for term of 5 years, 6-roomed house and 8-bail cowshed; all level.: [141, 530, 269, 674]
ad-heading: JUST WHAT YOU WANT.: [148, 934, 262, 965]
advertisement: [4, 699, 132, 939]
advertisement: [4, 64, 132, 298]
ad-agent-address: STRATFORD: [869, 1137, 911, 1145]
ad-agent-address: 91-93 QUEEN ST., CITY: [991, 1174, 1064, 1183]
advertisement: [689, 601, 817, 802]
ad-agent-name: CAPLEN & COX: [576, 732, 656, 743]
advertisement: [141, 505, 269, 702]
ad-heading: SOME FARMS.: [169, 70, 241, 110]
ad-body: THIS property contains 75 1/2 acres, freehold; cottage 4 rooms, cowshed; ring-fenced and subdivided, well-watered, practically all flat and all ploughable. Price £26 per acre; £500 cash, balance 41 years at 6 per cent.: [141, 979, 269, 1034]
ad-heading: J. J. ALLEN,: [425, 298, 533, 319]
ad-subheading: TO BUY A FIRST-CLASS FARM AT A LOW PRICE.: [694, 104, 812, 122]
ad-body: 180 ACRES, freehold land, all been stumped and ploughed and laid down in best English grasses; little shelter bush; sub-divided into 8 sections; containing 18 paddocks, well fenced; clean farm; plenty of winter and spring feed; house of 6 rooms, three-cow plant milking machine. Price £22 10s per acre, £1500 to £2200 cash, balance in 5 years at 5 1/2 per cent. 121 ACRES freehold, all situated on one mile from railway station, factory, and post office; all been stumped and ploughed and laid down in best English grasses; good house of 6 rooms, hot and cold water, scullery and bathroom; four-cow plant milking machine and engine; concrete cowshed; live and wire fences; stable and plenty of wells; plentiful supply of winter and spring feed. A really excellent farm. Price £38 10s per acre, £700 cash, balance 7 years at 5 1/2 per cent.: [963, 379, 1092, 568]
advertisement: [963, 194, 1092, 341]
